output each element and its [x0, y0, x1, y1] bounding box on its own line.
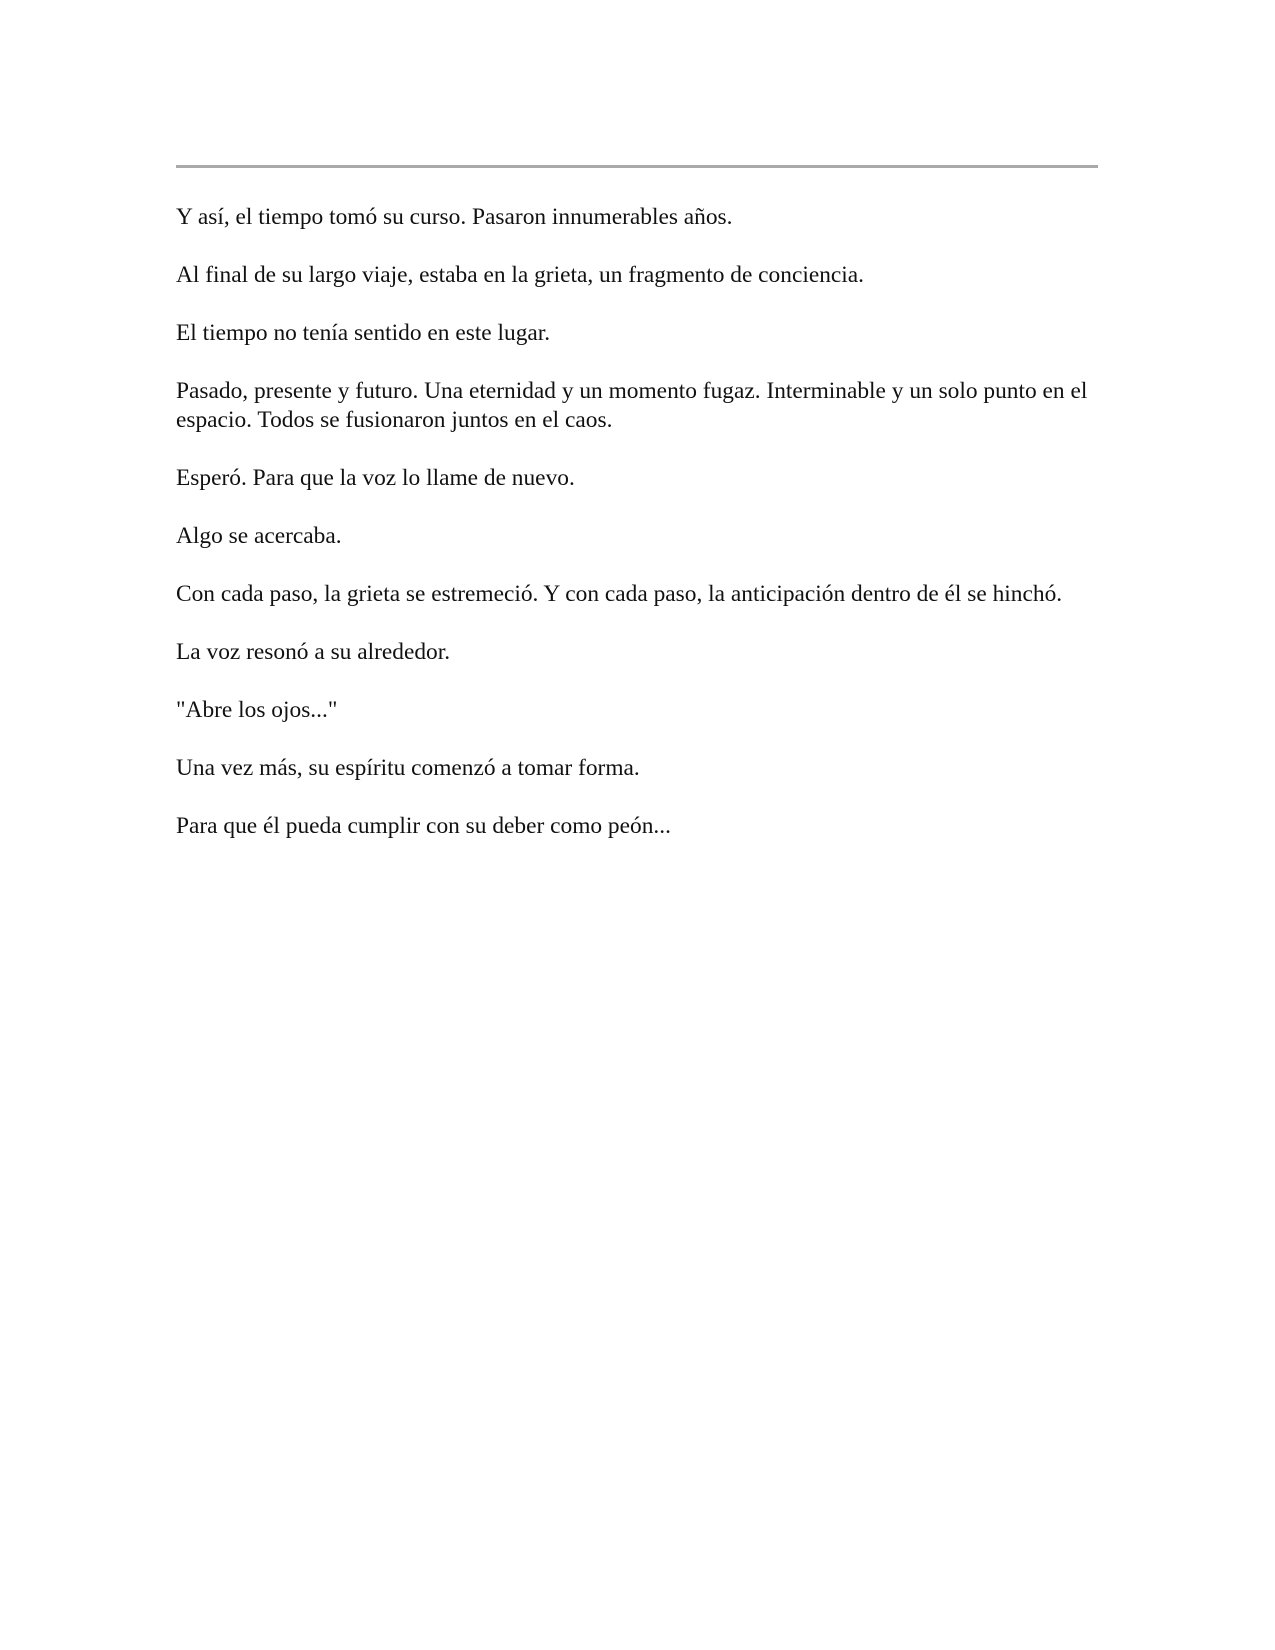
paragraph: Algo se acercaba.: [176, 523, 342, 549]
horizontal-rule: [176, 165, 1098, 168]
paragraph: La voz resonó a su alrededor.: [176, 639, 451, 665]
paragraph: Y así, el tiempo tomó su curso. Pasaron innumerables años.: [176, 204, 733, 230]
paragraph: "Abre los ojos...": [176, 697, 338, 723]
paragraph: El tiempo no tenía sentido en este lugar.: [176, 320, 551, 346]
paragraph: Al final de su largo viaje, estaba en la grieta, un fragmento de conciencia.: [176, 262, 865, 288]
document-body: [176, 203, 1106, 870]
paragraph: Para que él pueda cumplir con su deber como peón...: [176, 813, 671, 839]
paragraph: Una vez más, su espíritu comenzó a tomar forma.: [176, 755, 640, 781]
paragraph: Pasado, presente y futuro. Una eternidad y un momento fugaz. Interminable y un solo punto en el espacio. Todos se fusionaron juntos en el caos.: [176, 378, 1088, 433]
paragraph: Con cada paso, la grieta se estremeció. Y con cada paso, la anticipación dentro de él se hinchó.: [176, 581, 1063, 607]
paragraph: Esperó. Para que la voz lo llame de nuevo.: [176, 465, 575, 491]
